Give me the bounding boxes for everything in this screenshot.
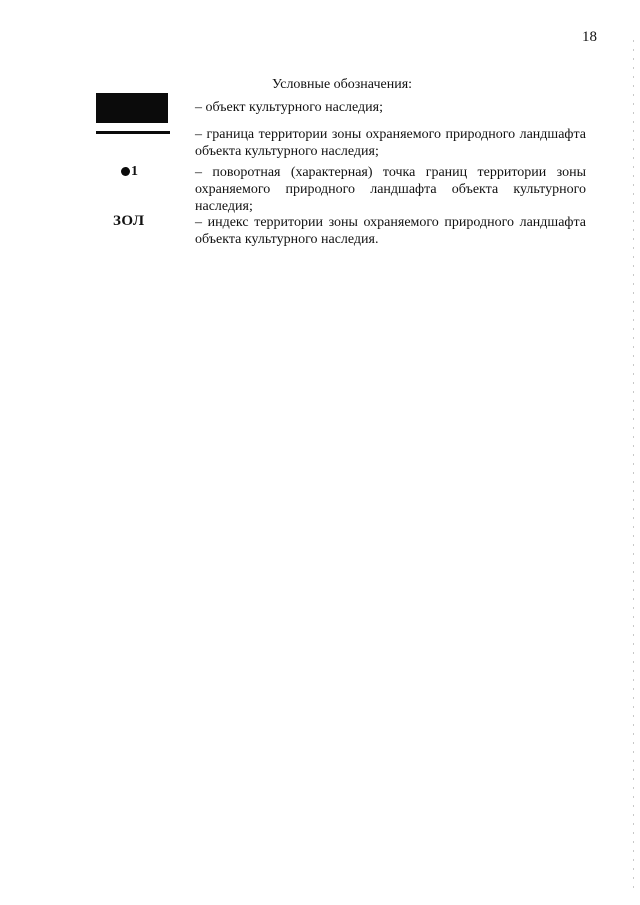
point-dot-icon	[121, 167, 130, 176]
legend-item-heritage-object: – объект культурного наследия;	[195, 100, 383, 115]
legend-item-turning-point: – поворотная (характерная) точка границ территории зоны охраняемого природного ландшафта объекта культурного наследия;	[195, 165, 586, 214]
legend-item-boundary: – граница территории зоны охраняемого природного ландшафта объекта культурного наследия;	[195, 127, 586, 159]
zone-index-symbol: ЗОЛ	[113, 213, 145, 229]
turning-point-label: 1	[131, 164, 138, 179]
page-number: 18	[582, 29, 597, 45]
legend-item-zone-index: – индекс территории зоны охраняемого природного ландшафта объекта культурного наследия.	[195, 215, 586, 247]
heritage-object-symbol	[96, 93, 168, 123]
turning-point-symbol	[121, 163, 138, 180]
scan-edge-artifact	[633, 40, 634, 890]
boundary-line-symbol	[96, 131, 170, 134]
legend-title: Условные обозначения:	[272, 77, 413, 92]
